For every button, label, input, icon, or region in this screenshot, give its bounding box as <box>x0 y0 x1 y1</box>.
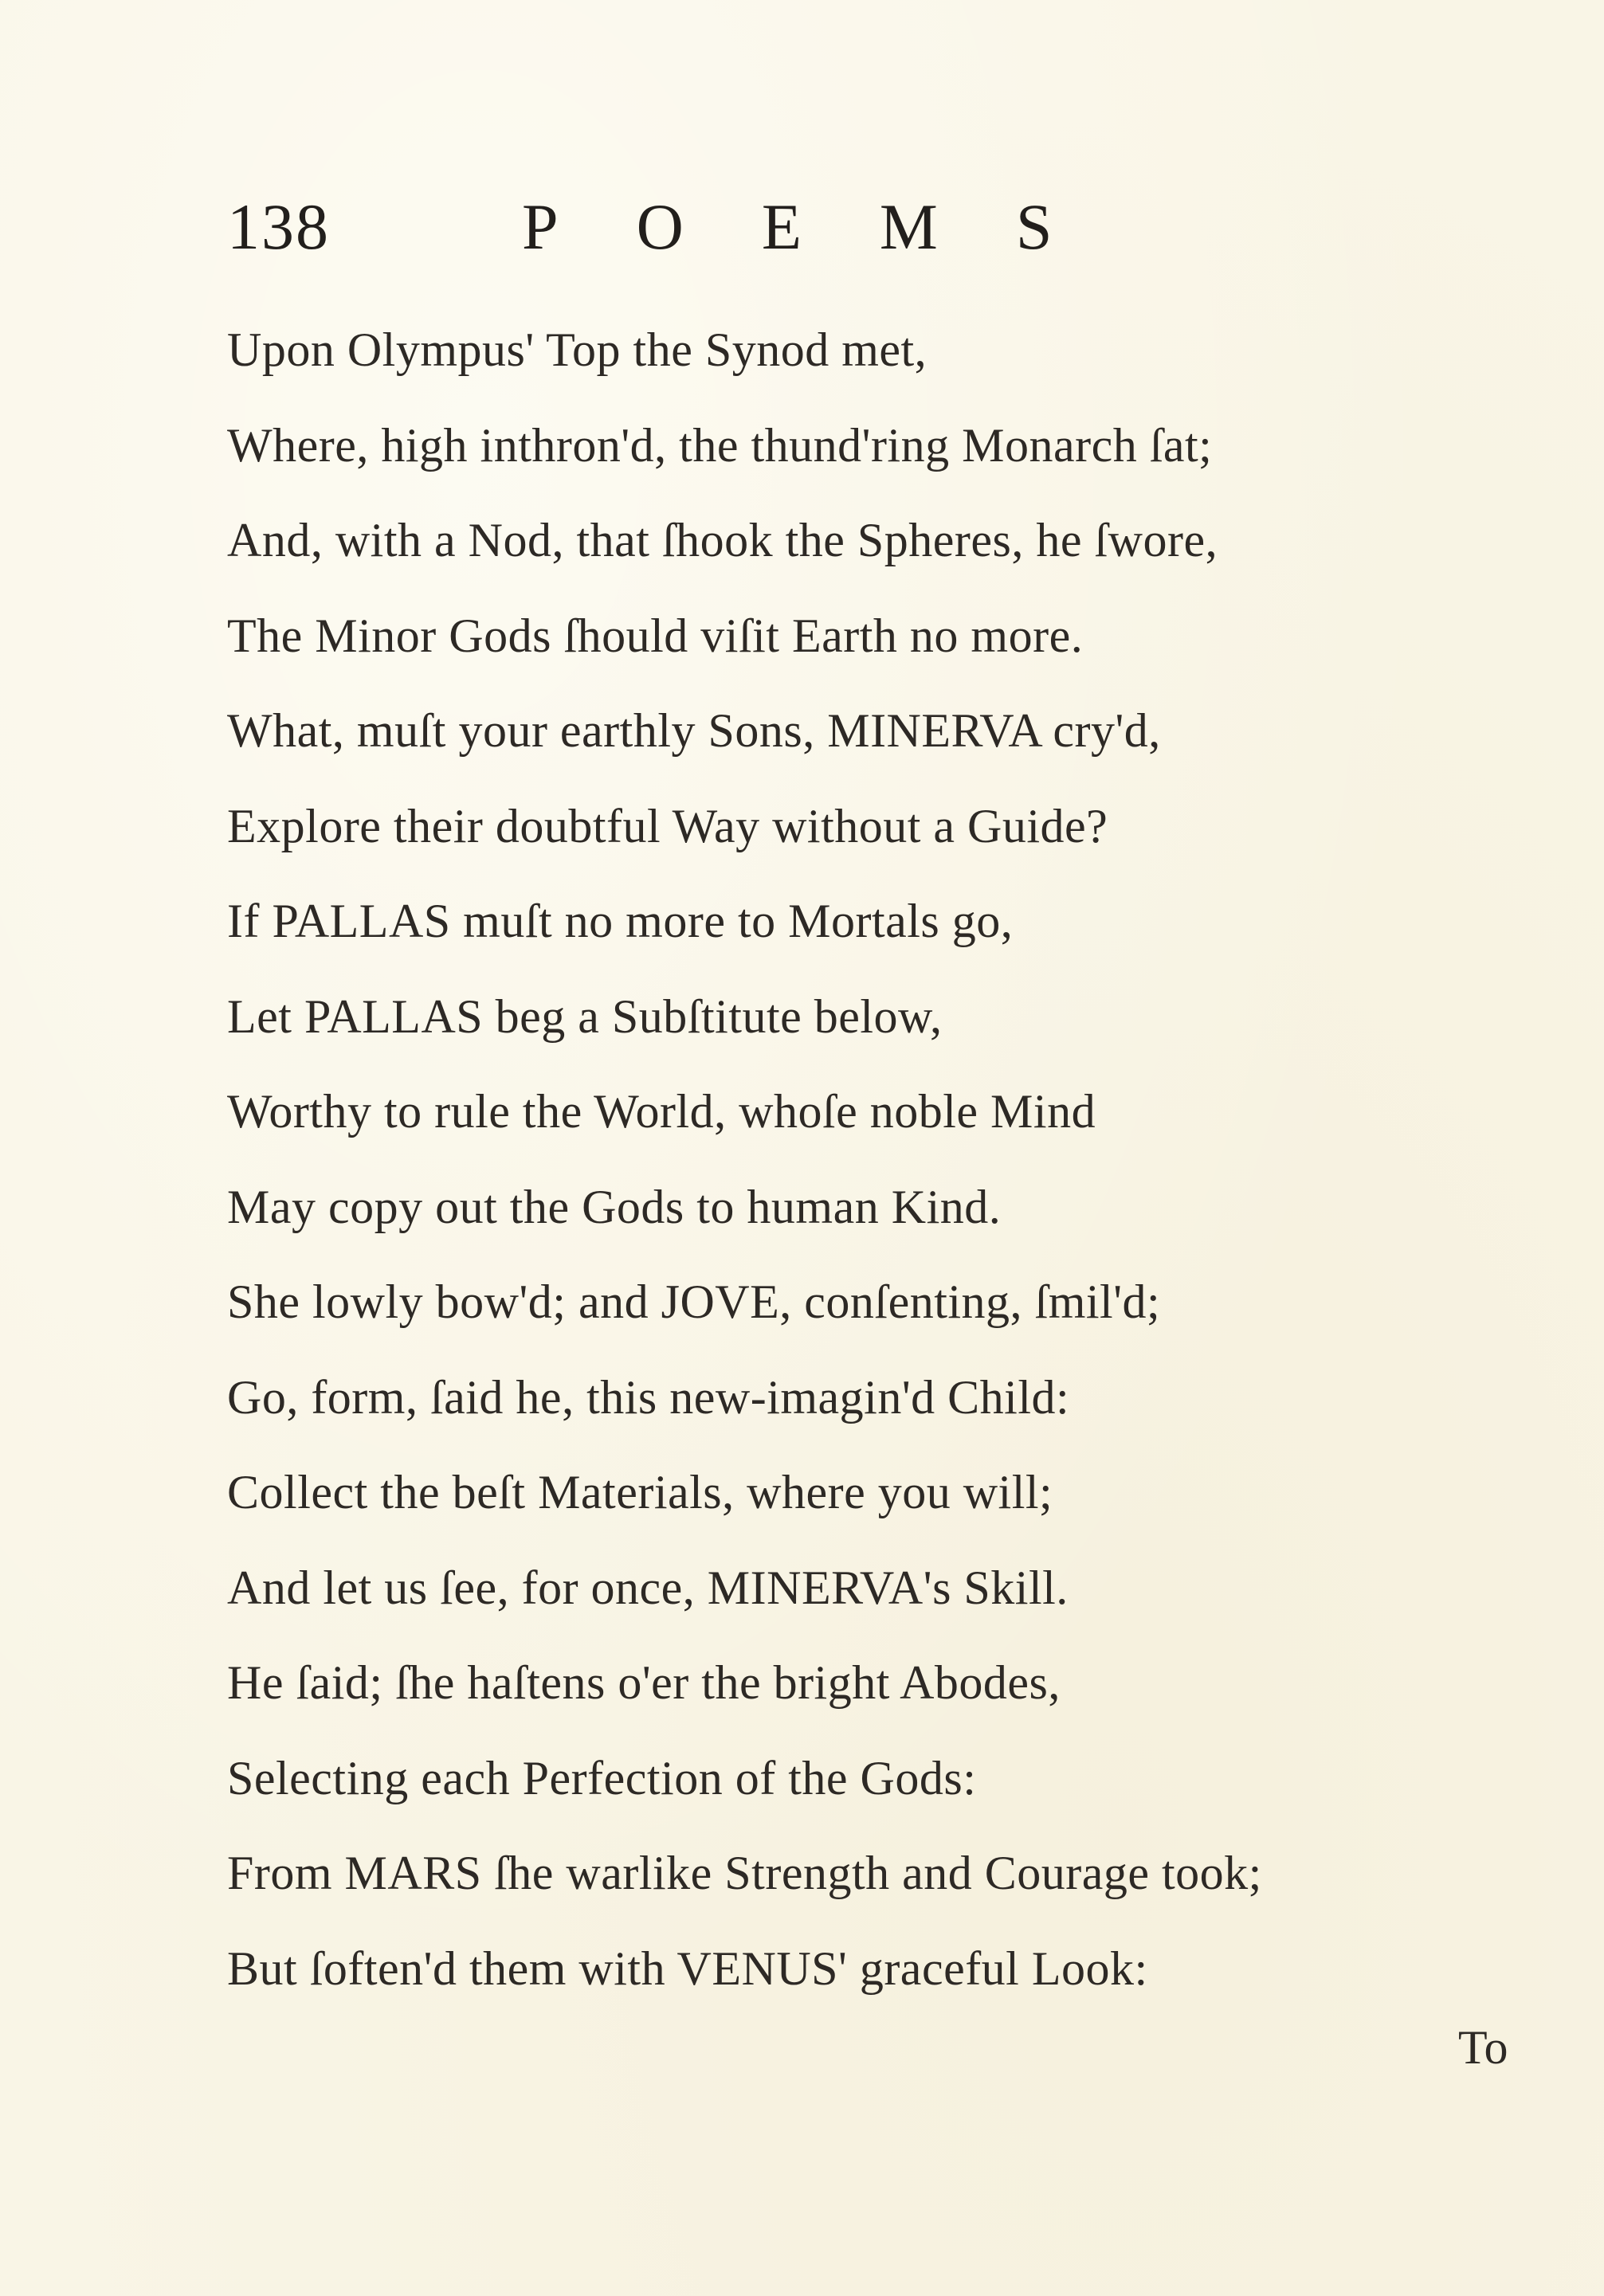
poem-line: And, with a Nod, that ſhook the Spheres, he ſwore, <box>227 514 1218 566</box>
poem-line: May copy out the Gods to human Kind. <box>227 1180 1002 1233</box>
poem-line: Worthy to rule the World, whoſe noble Mind <box>227 1085 1096 1138</box>
poem-line: Selecting each Perfection of the Gods: <box>227 1751 977 1804</box>
poem-line: The Minor Gods ſhould viſit Earth no more. <box>227 609 1084 662</box>
poem-line: Let PALLAS beg a Subſtitute below, <box>227 989 943 1043</box>
poem-line: What, muſt your earthly Sons, MINERVA cry'd, <box>227 704 1161 757</box>
poem-line: She lowly bow'd; and JOVE, conſenting, ſmil'd; <box>227 1275 1161 1328</box>
poem-line: Where, high inthron'd, the thund'ring Monarch ſat; <box>227 418 1213 472</box>
poem-line: But ſoften'd them with VENUS' graceful Look: <box>227 1941 1148 1995</box>
poem-line: From MARS ſhe warlike Strength and Courage took; <box>227 1847 1262 1899</box>
catchword: To <box>1458 2021 1508 2074</box>
poem-line: Collect the beſt Materials, where you will; <box>227 1466 1053 1518</box>
poem-line: And let us ſee, for once, MINERVA's Skill. <box>227 1561 1069 1614</box>
running-title: POEMS <box>522 190 1131 263</box>
poem-line: He ſaid; ſhe haſtens o'er the bright Abodes, <box>227 1656 1061 1709</box>
poem-line: If PALLAS muſt no more to Mortals go, <box>227 895 1014 947</box>
poem-line: Go, form, ſaid he, this new-imagin'd Child: <box>227 1370 1070 1424</box>
poem-text <box>227 303 1542 2016</box>
running-head <box>227 183 1263 271</box>
poem-line: Upon Olympus' Top the Synod met, <box>227 323 927 376</box>
page-number: 138 <box>227 190 330 263</box>
poem-line: Explore their doubtful Way without a Guide? <box>227 799 1108 852</box>
